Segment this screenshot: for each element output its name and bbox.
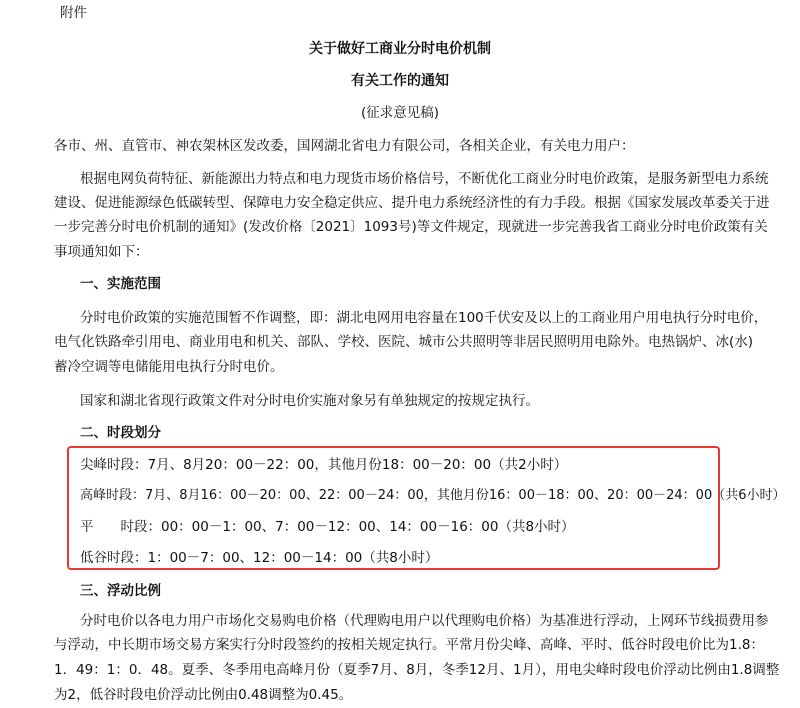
subtitle: (征求意见稿) (360, 105, 440, 121)
section-3-line-3: 1．49：1：0．48。夏季、冬季用电高峰月份（夏季7月、8月，冬季12月、1月），用电尖峰时段电价浮动比例由1.8调整 (54, 662, 780, 678)
peak-period: 高峰时段：7月、8月16：00－20：00、22：00－24：00，其他月份16：00－18：00、20：00－24：00（共6小时） (80, 488, 786, 503)
section-1-line-2: 电气化铁路牵引用电、商业用电和机关、部队、学校、医院、城市公共照明等非居民照明用电除外。电热锅炉、冰(水) (54, 334, 754, 350)
sharp-peak-period: 尖峰时段：7月、8月20：00－22：00，其他月份18：00－20：00（共2小时） (80, 457, 568, 473)
title-line-1: 关于做好工商业分时电价机制 (309, 41, 491, 57)
salutation: 各市、州、直管市、神农架林区发改委，国网湖北省电力有限公司，各相关企业，有关电力用户： (54, 138, 635, 154)
section-3-line-1: 分时电价以各电力用户市场化交易购电价格（代理购电用户以代理购电价格）为基准进行浮动，上网环节线损费用参 (80, 613, 769, 629)
intro-line-1: 根据电网负荷特征、新能源出力特点和电力现货市场价格信号，不断优化工商业分时电价政策，是服务新型电力系统 (80, 171, 769, 187)
section-1-line-3: 蓄冷空调等电储能用电执行分时电价。 (54, 359, 284, 375)
attachment-label: 附件 (60, 5, 87, 21)
flat-period: 平 时段：00：00－1：00、7：00－12：00、14：00－16：00（共8小时） (80, 519, 575, 535)
section-3-heading: 三、浮动比例 (80, 583, 161, 599)
intro-line-2: 建设、促进能源绿色低碳转型、保障电力安全稳定供应、提升电力系统经济性的有力手段。根据《国家发展改革委关于进 (54, 195, 770, 211)
section-2-heading: 二、时段划分 (80, 425, 161, 441)
valley-period: 低谷时段：1：00－7：00、12：00－14：00（共8小时） (80, 550, 439, 566)
title-line-2: 有关工作的通知 (351, 73, 449, 89)
section-1-line-1: 分时电价政策的实施范围暂不作调整，即：湖北电网用电容量在100千伏安及以上的工商业用户用电执行分时电价， (80, 310, 768, 326)
section-3-line-4: 为2，低谷时段电价浮动比例由0.48调整为0.45。 (54, 687, 353, 703)
intro-line-4: 事项通知如下： (54, 244, 149, 260)
section-1-heading: 一、实施范围 (80, 276, 161, 292)
section-1-paragraph-2: 国家和湖北省现行政策文件对分时电价实施对象另有单独规定的按规定执行。 (80, 393, 539, 409)
intro-line-3: 一步完善分时电价机制的通知》(发改价格〔2021〕1093号)等文件规定，现就进一步完善我省工商业分时电价政策有关 (54, 219, 768, 235)
section-3-line-2: 与浮动，中长期市场交易方案实行分时段签约的按相关规定执行。平常月份尖峰、高峰、平时、低谷时段电价比为1.8： (54, 637, 764, 653)
